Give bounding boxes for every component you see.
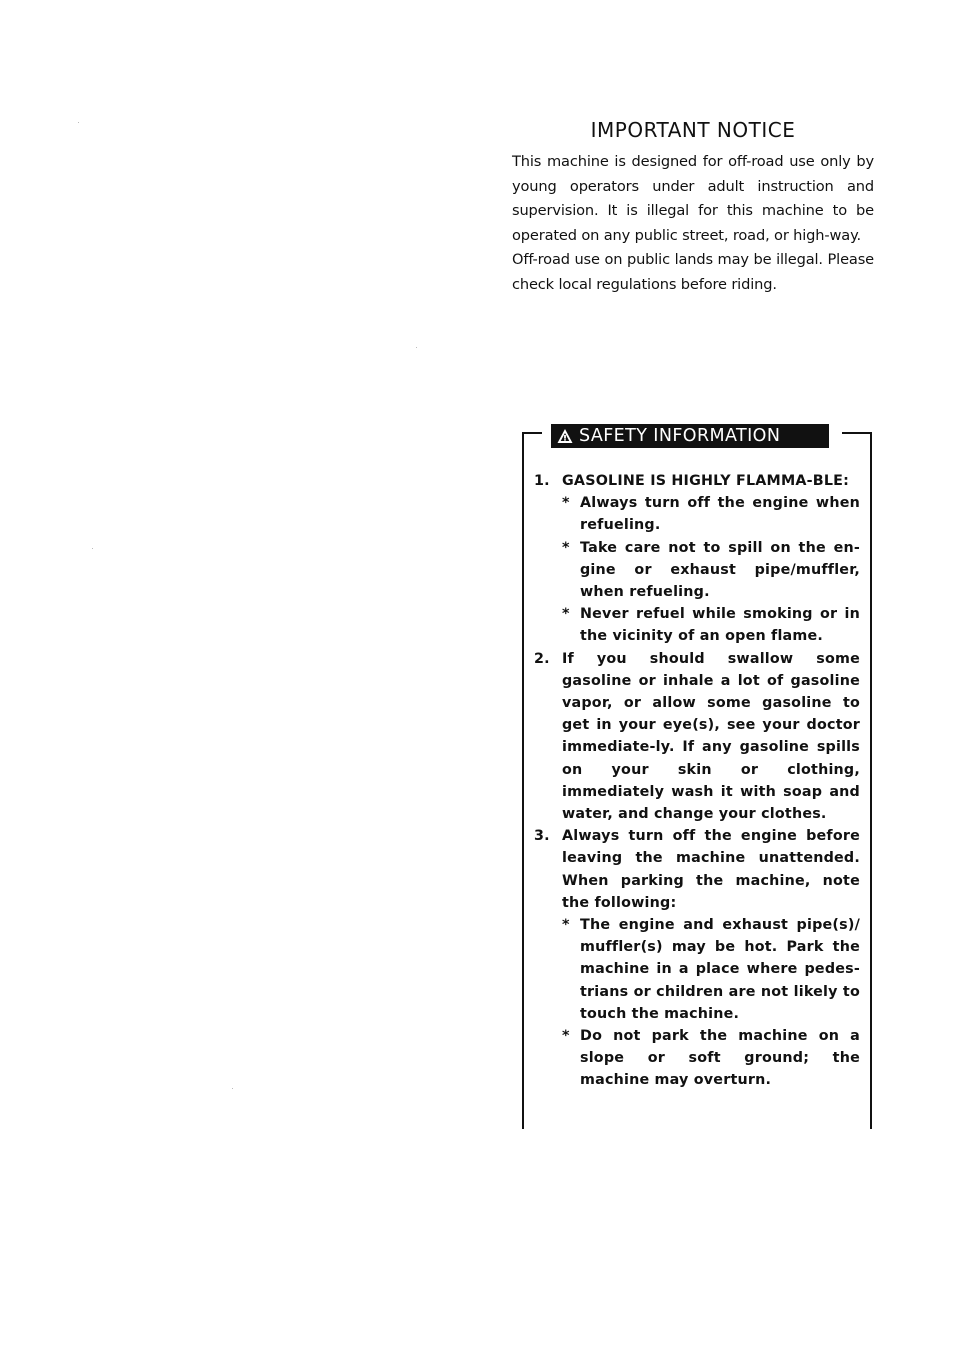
sub-item-text: Do not park the machine on a slope or soft ground; the machine may overturn.	[580, 1028, 860, 1089]
item-text: If you should swallow some gasoline or inhale a lot of gasoline vapor, or allow some gasoline to get in your eye(s), see your doctor immediate-ly. If any gasoline spills on your skin or clothing, immediately wash it with soap and water, and change your clothes.	[562, 650, 860, 823]
safety-list	[534, 470, 860, 1092]
item-text: Always turn off the engine before leaving the machine unattended. When parking the machine, note the following:	[562, 828, 860, 911]
frame-right-rule	[870, 432, 872, 1129]
sub-item-text: Never refuel while smoking or in the vicinity of an open flame.	[580, 606, 860, 645]
sub-item	[562, 492, 860, 536]
frame-top-right-rule	[842, 432, 872, 434]
sub-item	[562, 603, 860, 647]
list-item	[534, 825, 860, 1091]
asterisk: *	[562, 539, 570, 556]
frame-top-left-rule	[522, 432, 542, 434]
sub-item-text: Take care not to spill on the en-gine or exhaust pipe/muffler, when refueling.	[580, 539, 860, 601]
frame-left-rule	[522, 432, 524, 1129]
asterisk: *	[562, 1028, 570, 1045]
important-notice	[512, 118, 874, 297]
list-item	[534, 648, 860, 826]
safety-header	[551, 424, 829, 448]
safety-title: SAFETY INFORMATION	[579, 426, 781, 446]
item-number: 1.	[534, 473, 550, 489]
notice-title: IMPORTANT NOTICE	[590, 118, 796, 142]
item-number: 3.	[534, 828, 550, 845]
asterisk: *	[562, 606, 570, 623]
list-item	[534, 470, 860, 648]
notice-paragraph-1: This machine is designed for off-road use only by young operators under adult instruction and supervision. It is illegal for this machine to be operated on any public street, road, or high-way.	[512, 153, 874, 244]
warning-triangle-icon	[557, 428, 573, 444]
sub-item-text: Always turn off the engine when refueling.	[580, 495, 860, 534]
sub-item	[562, 537, 860, 604]
item-text: GASOLINE IS HIGHLY FLAMMA-BLE:	[562, 473, 850, 489]
item-number: 2.	[534, 650, 550, 667]
safety-information-box	[522, 424, 872, 1129]
asterisk: *	[562, 495, 570, 512]
sub-item-text: The engine and exhaust pipe(s)/ muffler(s) may be hot. Park the machine in a place where pedes-trians or children are not likely to touch the machine.	[580, 917, 860, 1022]
sub-item	[562, 914, 860, 1025]
asterisk: *	[562, 917, 570, 934]
sub-item	[562, 1025, 860, 1092]
notice-paragraph-2: Off-road use on public lands may be illegal. Please check local regulations before riding.	[512, 251, 874, 293]
